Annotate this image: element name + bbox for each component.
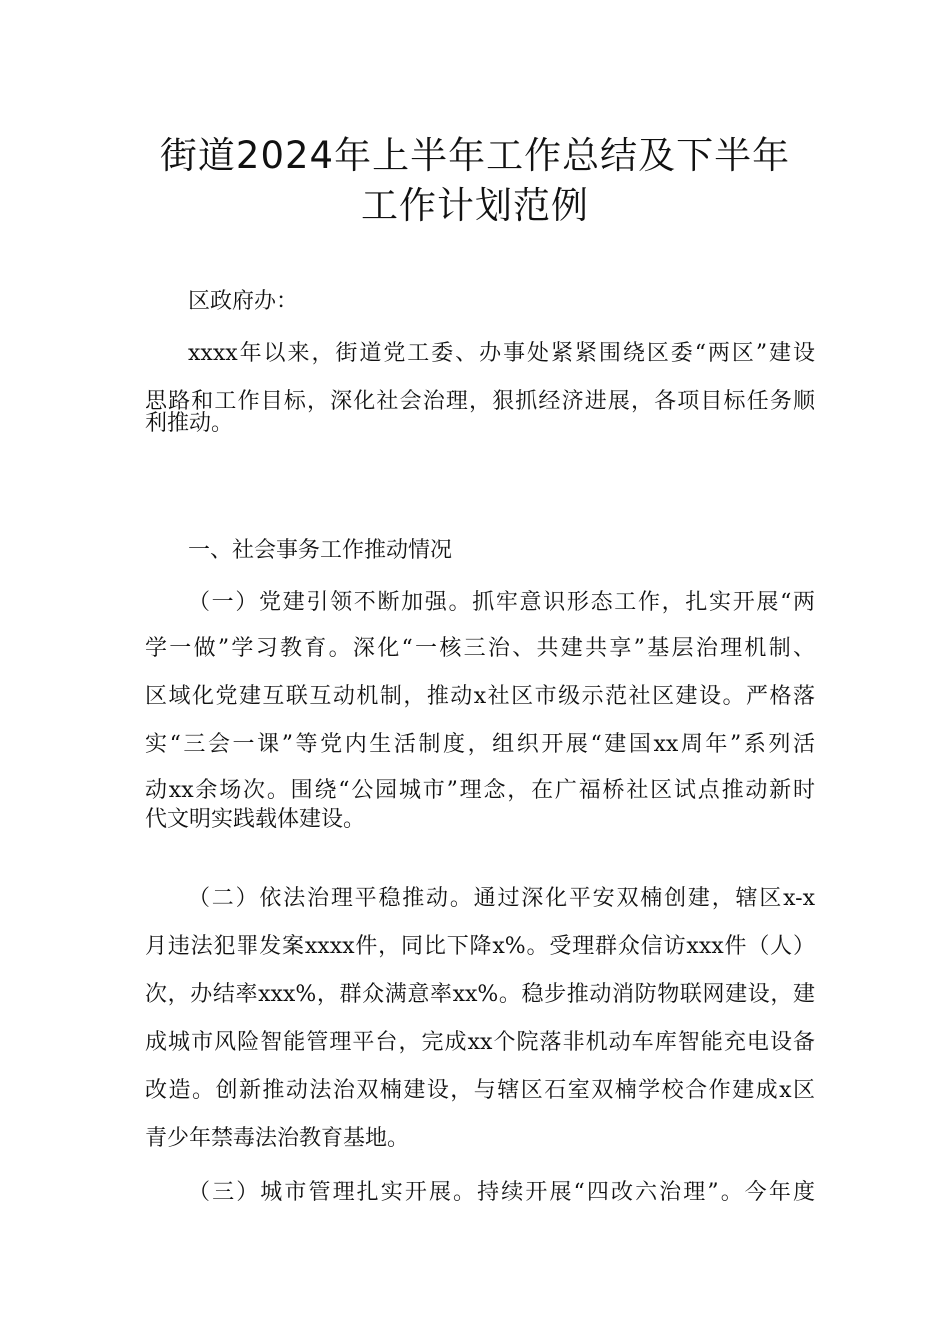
- paragraph-line: 学一做”学习教育。深化“一核三治、共建共享”基层治理机制、: [145, 636, 815, 661]
- paragraph-line: 动xx余场次。围绕“公园城市”理念，在广福桥社区试点推动新时: [145, 778, 815, 803]
- paragraph-line: 青少年禁毒法治教育基地。: [145, 1126, 410, 1151]
- paragraph-line: 实“三会一课”等党内生活制度，组织开展“建国xx周年”系列活: [145, 732, 815, 757]
- paragraph-line: （三）城市管理扎实开展。持续开展“四改六治理”。今年度: [188, 1180, 815, 1205]
- paragraph-line: 次，办结率xxx%，群众满意率xx%。稳步推动消防物联网建设，建: [145, 982, 815, 1007]
- paragraph-line: 区域化党建互联互动机制，推动x社区市级示范社区建设。严格落: [145, 684, 815, 709]
- document-title-line-2: 工作计划范例: [361, 184, 589, 227]
- intro-line: 思路和工作目标，深化社会治理，狠抓经济进展，各项目标任务顺: [145, 389, 815, 414]
- paragraph-line: （一）党建引领不断加强。抓牢意识形态工作，扎实开展“两: [188, 590, 815, 615]
- intro-line: xxxx年以来，街道党工委、办事处紧紧围绕区委“两区”建设: [188, 341, 815, 366]
- paragraph-line: 月违法犯罪发案xxxx件，同比下降x%。受理群众信访xxx件（人）: [145, 934, 815, 959]
- paragraph-line: 成城市风险智能管理平台，完成xx个院落非机动车库智能充电设备: [145, 1030, 815, 1055]
- section-heading: 一、社会事务工作推动情况: [188, 538, 453, 563]
- salutation: 区政府办：: [188, 289, 299, 314]
- intro-line: 利推动。: [145, 411, 234, 436]
- paragraph-line: 改造。创新推动法治双楠建设，与辖区石室双楠学校合作建成x区: [145, 1078, 815, 1103]
- paragraph-line: （二）依法治理平稳推动。通过深化平安双楠创建，辖区x-x: [188, 886, 815, 911]
- paragraph-line: 代文明实践载体建设。: [145, 807, 366, 832]
- document-title-line-1: 街道2024年上半年工作总结及下半年: [159, 134, 791, 177]
